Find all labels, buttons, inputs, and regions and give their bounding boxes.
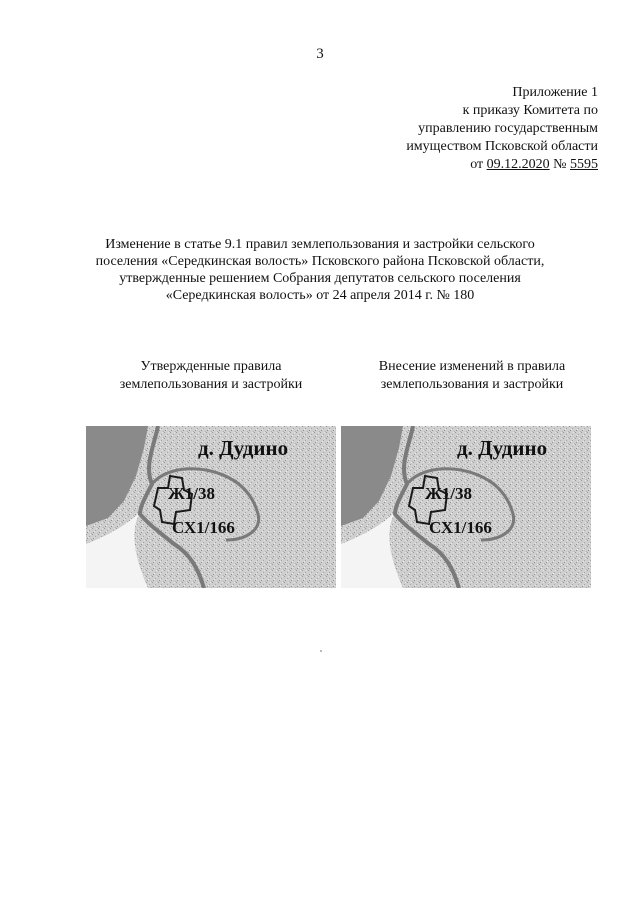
title-line-4: «Середкинская волость» от 24 апреля 2014 г. № 180 xyxy=(165,288,475,303)
zone-label-agricultural: СХ1/166 xyxy=(172,518,235,537)
right-label-line-2: землепользования и застройки xyxy=(380,377,564,392)
right-column-label xyxy=(347,358,597,394)
village-label: д. Дудино xyxy=(198,436,289,460)
appendix-order-line xyxy=(406,156,598,174)
appendix-header xyxy=(406,84,598,174)
title-line-2: поселения «Середкинская волость» Псковского района Псковской области, xyxy=(95,254,545,269)
right-label-line-1: Внесение изменений в правила xyxy=(378,359,566,374)
scan-speck xyxy=(320,650,322,652)
left-column-label xyxy=(86,358,336,394)
zone-label-residential: Ж1/38 xyxy=(168,484,216,503)
document-title xyxy=(70,236,570,304)
appendix-line-4: имуществом Псковской области xyxy=(406,139,598,154)
title-line-1: Изменение в статье 9.1 правил землепользования и застройки сельского xyxy=(105,237,535,252)
title-line-3: утвержденные решением Собрания депутатов сельского поселения xyxy=(119,271,521,286)
page-number: 3 xyxy=(316,46,324,62)
appendix-line-3: управлению государственным xyxy=(418,121,598,136)
date-prefix: от xyxy=(470,157,487,172)
zone-label-agricultural: СХ1/166 xyxy=(429,518,492,537)
order-date: 09.12.2020 xyxy=(486,157,550,172)
appendix-line-1: Приложение 1 xyxy=(512,85,598,100)
map-proposed xyxy=(341,426,591,588)
left-label-line-2: землепользования и застройки xyxy=(119,377,303,392)
appendix-line-2: к приказу Комитета по xyxy=(462,103,598,118)
left-label-line-1: Утвержденные правила xyxy=(140,359,282,374)
order-number: 5595 xyxy=(570,157,598,172)
number-prefix: № xyxy=(549,157,570,172)
village-label: д. Дудино xyxy=(457,436,548,460)
zone-label-residential: Ж1/38 xyxy=(425,484,473,503)
map-approved xyxy=(86,426,336,588)
